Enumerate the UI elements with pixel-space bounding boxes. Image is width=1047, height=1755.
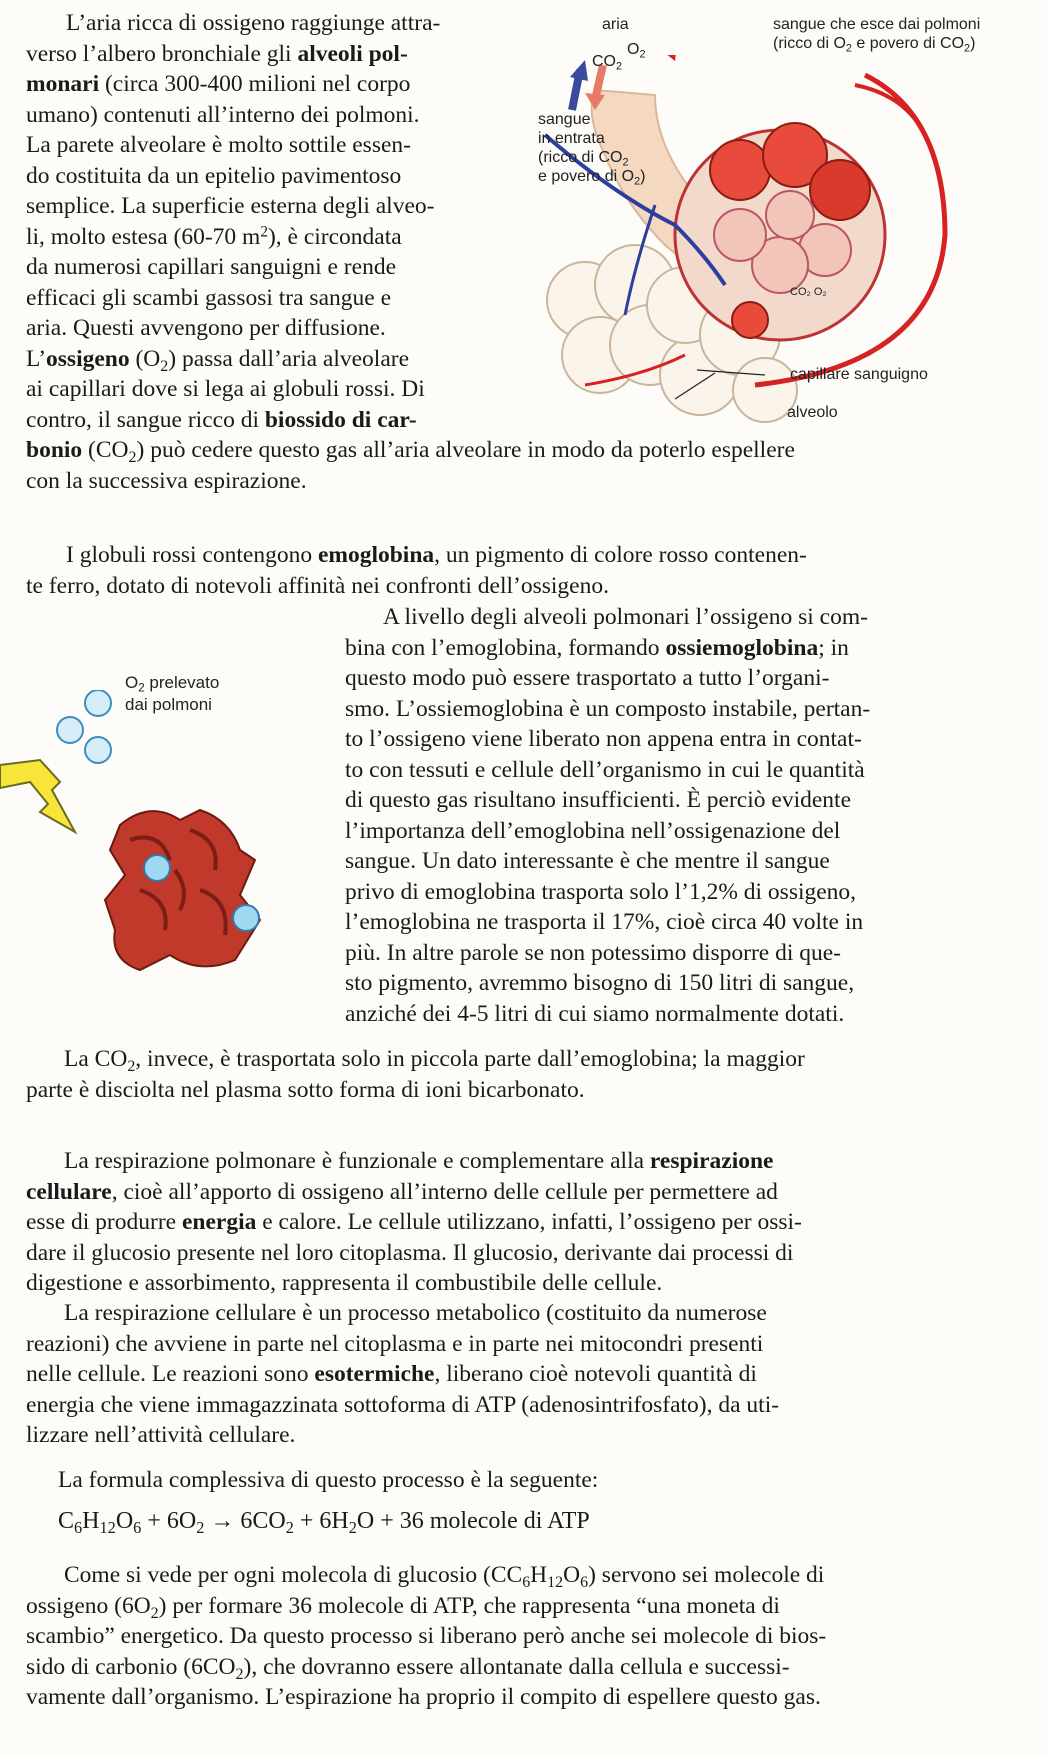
respiration-formula: $C_6H_{12}O_6 + 6O_2 \to 6CO_2 + 6H_2O + 36$ molecole di ATP <box>58 1508 590 1537</box>
text-line: La respirazione polmonare è funzionale e complementare alla respirazione <box>64 1148 774 1174</box>
text-line: sangue. Un dato interessante è che mentre il sangue <box>345 848 830 874</box>
label-alveolo: alveolo <box>787 404 838 421</box>
co2-arrow-head-icon <box>570 60 588 81</box>
section2-footer <box>26 1044 1006 1105</box>
text-line: più. In altre parole se non potessimo disporre di que- <box>345 939 841 966</box>
text-line: I globuli rossi contengono emoglobina, un pigmento di colore rosso contenen- <box>66 542 807 568</box>
bound-o2-icon <box>144 855 170 881</box>
text-line: parte è disciolta nel plasma sotto forma di ioni bicarbonato. <box>26 1076 585 1103</box>
text-line: sto pigmento, avremmo bisogno di 150 litri di sangue, <box>345 970 855 996</box>
text-line: dare il glucosio presente nel loro citoplasma. Il glucosio, derivante dai processi di <box>26 1239 794 1266</box>
text-line: bina con l’emoglobina, formando ossiemoglobina; in <box>345 634 849 661</box>
text-line: scambio” energetico. Da questo processo si liberano però anche sei molecole di bios- <box>26 1623 827 1649</box>
label-o2-prelevato: $O_2$ prelevato dai polmoni <box>125 673 220 714</box>
text-line: A livello degli alveoli polmonari l’ossigeno si com- <box>383 604 868 630</box>
section2-right-column <box>345 602 965 1029</box>
bound-o2-icon <box>233 905 259 931</box>
text-line: privo di emoglobina trasporta solo l’1,2% di ossigeno, <box>345 878 857 905</box>
text-line: L’aria ricca di ossigeno raggiunge attra- <box>66 10 441 36</box>
text-line: reazioni) che avviene in parte nel citoplasma e in parte nei mitocondri presenti <box>26 1330 764 1357</box>
text-line: verso l’albero bronchiale gli alveoli pol- <box>26 40 408 67</box>
text-line: nelle cellule. Le reazioni sono esotermiche, liberano cioè notevoli quantità di <box>26 1361 757 1387</box>
label-sangue-entrata: sangue in entrata (ricco di $CO_2$ e povero di $O_2$) <box>538 111 646 188</box>
text-line: anziché dei 4-5 litri di cui siamo normalmente dotati. <box>345 1000 845 1027</box>
o2-molecule-icon <box>85 690 111 716</box>
label-capillare: capillare sanguigno <box>790 366 928 383</box>
text-line: ossigeno $(6O_2)$ per formare 36 molecole di ATP, che rappresenta “una moneta di <box>26 1592 780 1622</box>
text-line: ai capillari dove si lega ai globuli rossi. Di <box>26 376 425 402</box>
text-line: Come si vede per ogni molecola di glucosio $(CC_6H_{12}O_6)$ servono sei molecole di <box>64 1562 825 1591</box>
text-line: aria. Questi avvengono per diffusione. <box>26 315 386 341</box>
text-line: questo modo può essere trasportato a tutto l’organi- <box>345 665 830 691</box>
text-line: li, molto estesa (60-70 $m^2$), è circondata <box>26 222 402 250</box>
text-line: L’ossigeno $(O_2)$ passa dall’aria alveolare <box>26 345 410 375</box>
section3-paragraph-d <box>26 1560 1021 1713</box>
text-line: La parete alveolare è molto sottile essen- <box>26 132 411 158</box>
label-sangue-esce: sangue che esce dai polmoni (ricco di $O_2$ e povero di $CO_2$) <box>773 16 981 55</box>
label-co2: $CO_2$ <box>592 53 623 73</box>
text-line: te ferro, dotato di notevoli affinità nei confronti dell’ossigeno. <box>26 572 609 599</box>
label-inner-gases: CO₂ O₂ <box>790 286 827 298</box>
text-line: energia che viene immagazzinata sottoforma di ATP (adenosintrifosfato), da uti- <box>26 1391 780 1418</box>
section1-continuation <box>26 435 1006 496</box>
text-line: efficaci gli scambi gassosi tra sangue e <box>26 284 391 311</box>
section2-intro <box>26 540 1006 601</box>
label-o2: $O_2$ <box>627 41 646 61</box>
text-line: da numerosi capillari sanguigni e rende <box>26 254 396 280</box>
section3-paragraph-a <box>26 1146 1021 1299</box>
text-line: to l’ossigeno viene liberato non appena entra in contat- <box>345 726 862 752</box>
red-blood-arrow-icon <box>665 55 677 61</box>
text-line: sido di carbonio $(6CO_2)$, che dovranno essere allontanate dalla cellula e successi- <box>26 1653 790 1683</box>
text-line: l’emoglobina ne trasporta il 17%, cioè circa 40 volte in <box>345 909 864 935</box>
text-line: di questo gas risultano insufficienti. È perciò evidente <box>345 787 851 813</box>
text-line: umano) contenuti all’interno dei polmoni. <box>26 101 420 128</box>
text-line: lizzare nell’attività cellulare. <box>26 1422 296 1448</box>
text-line: smo. L’ossiemoglobina è un composto instabile, pertan- <box>345 695 871 722</box>
text-line: monari (circa 300-400 milioni nel corpo <box>26 71 411 97</box>
hemoglobin-illustration <box>0 690 300 980</box>
text-line: digestione e assorbimento, rappresenta il combustibile delle cellule. <box>26 1270 663 1296</box>
text-line: do costituita da un epitelio pavimentoso <box>26 162 402 189</box>
text-line: bonio $(CO_2)$ può cedere questo gas all’aria alveolare in modo da poterlo espellere <box>26 437 795 466</box>
text-line: to con tessuti e cellule dell’organismo in cui le quantità <box>345 756 865 783</box>
section3-paragraph-b <box>26 1298 1021 1451</box>
text-line: vamente dall’organismo. L’espirazione ha proprio il compito di espellere questo gas. <box>26 1684 821 1710</box>
text-line: esse di produrre energia e calore. Le cellule utilizzano, infatti, l’ossigeno per ossi- <box>26 1209 802 1235</box>
text-line: semplice. La superficie esterna degli alveo- <box>26 193 435 219</box>
label-aria: aria <box>602 16 629 33</box>
alveolus-detail <box>675 123 885 340</box>
section1-paragraph <box>26 8 512 435</box>
text-line: contro, il sangue ricco di biossido di car- <box>26 406 417 433</box>
yellow-arrow-icon <box>0 760 75 832</box>
text-line: La respirazione cellulare è un processo metabolico (costituito da numerose <box>64 1300 767 1326</box>
text-line: cellulare, cioè all’apporto di ossigeno all’interno delle cellule per permettere ad <box>26 1178 778 1205</box>
text-line: con la successiva espirazione. <box>26 467 307 494</box>
section3-formula-intro: La formula complessiva di questo processo è la seguente: <box>58 1467 599 1493</box>
o2-molecule-icon <box>85 737 111 763</box>
o2-molecule-icon <box>57 717 83 743</box>
text-line: l’importanza dell’emoglobina nell’ossigenazione del <box>345 817 841 844</box>
text-line: La $CO_2$, invece, è trasportata solo in piccola parte dall’emoglobina; la maggior <box>64 1046 805 1075</box>
